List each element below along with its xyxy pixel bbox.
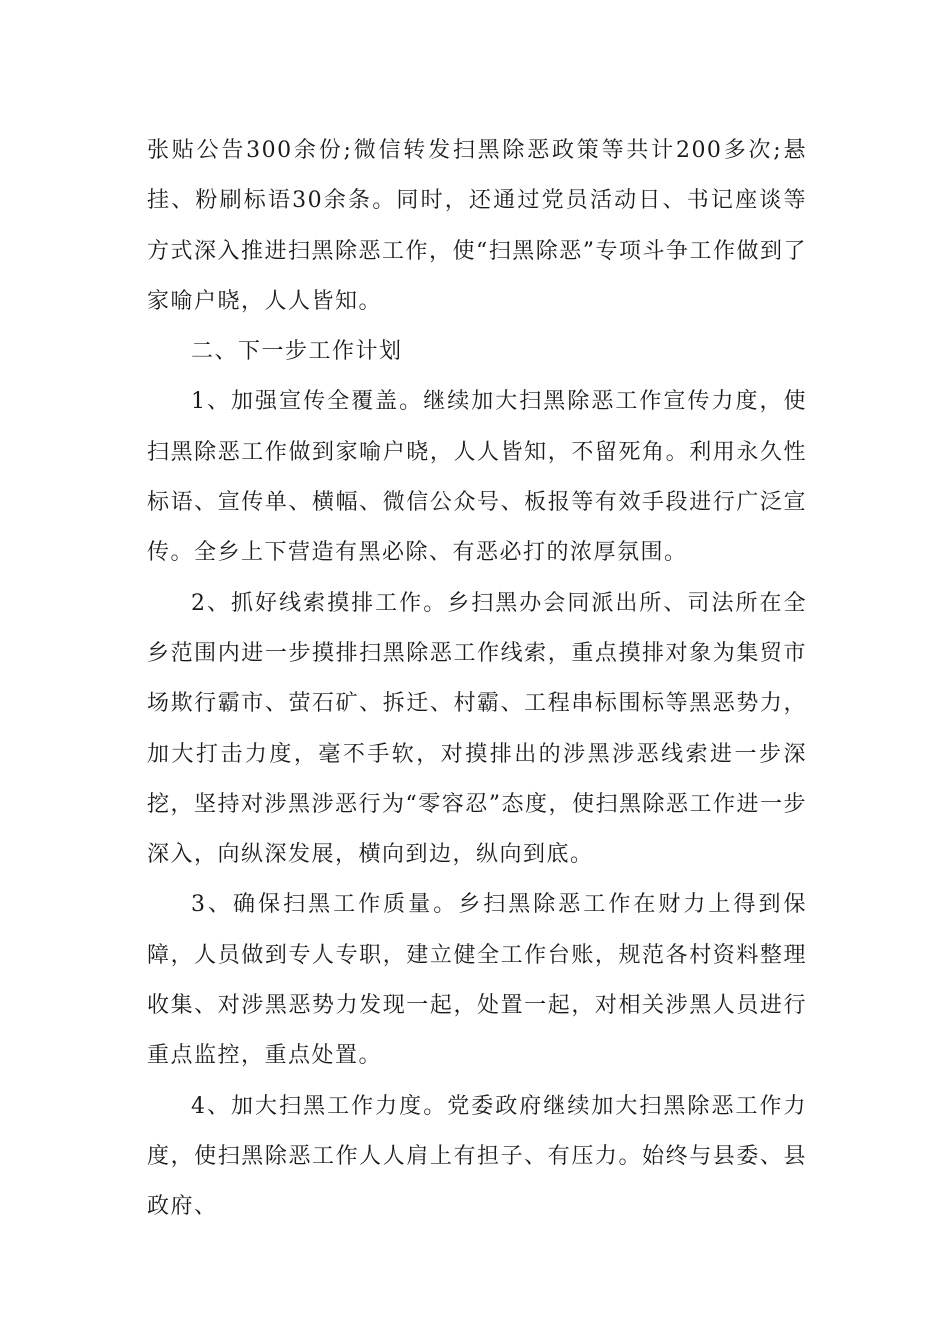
paragraph-item-1: 1、加强宣传全覆盖。继续加大扫黑除恶工作宣传力度，使扫黑除恶工作做到家喻户晓，人人皆知，不留死角。利用永久性标语、宣传单、横幅、微信公众号、板报等有效手段进行广泛宣传。全乡上下营造有黑必除、有恶必打的浓厚氛围。: [147, 389, 807, 566]
document-body: [147, 126, 807, 1233]
paragraph-item-2: 2、抓好线索摸排工作。乡扫黑办会同派出所、司法所在全乡范围内进一步摸排扫黑除恶工作线索，重点摸排对象为集贸市场欺行霸市、萤石矿、拆迁、村霸、工程串标围标等黑恶势力，加大打击力度，毫不手软，对摸排出的涉黑涉恶线索进一步深挖，坚持对涉黑涉恶行为“零容忍”态度，使扫黑除恶工作进一步深入，向纵深发展，横向到边，纵向到底。: [147, 590, 807, 868]
paragraph-item-3: 3、确保扫黑工作质量。乡扫黑除恶工作在财力上得到保障，人员做到专人专职，建立健全工作台账，规范各村资料整理收集、对涉黑恶势力发现一起，处置一起，对相关涉黑人员进行重点监控，重点处置。: [147, 892, 807, 1069]
paragraph-continuation: 张贴公告300余份;微信转发扫黑除恶政策等共计200多次;悬挂、粉刷标语30余条。同时，还通过党员活动日、书记座谈等方式深入推进扫黑除恶工作，使“扫黑除恶”专项斗争工作做到了家喻户晓，人人皆知。: [147, 138, 807, 314]
section-heading-next-steps: 二、下一步工作计划: [191, 339, 403, 365]
paragraph-item-4: 4、加大扫黑工作力度。党委政府继续加大扫黑除恶工作力度，使扫黑除恶工作人人肩上有担子、有压力。始终与县委、县政府、: [147, 1093, 807, 1220]
